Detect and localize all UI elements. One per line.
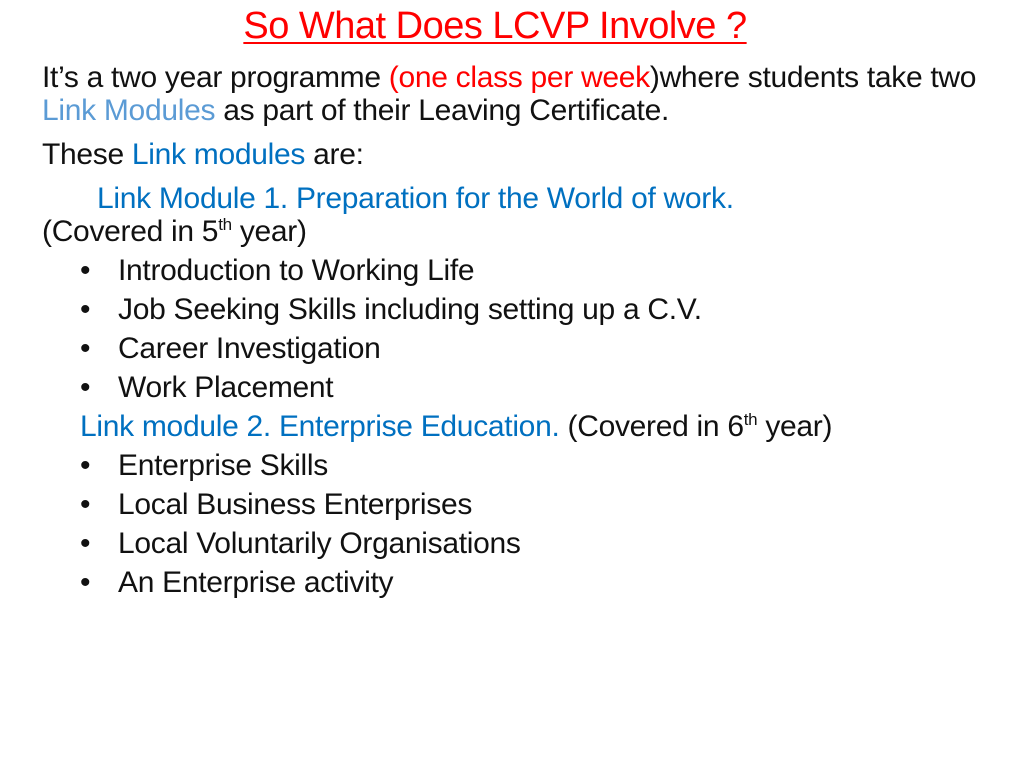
module1-heading: Link Module 1. Preparation for the World of work. [97,182,734,215]
bullet-icon: • [80,488,91,521]
intro-highlight: (one class per week [388,61,650,94]
list-item-text: Introduction to Working Life [118,254,475,287]
bullet-icon: • [80,566,91,599]
slide-body [42,61,1017,602]
slide-title: So What Does LCVP Involve ? [243,5,747,47]
modules-intro [42,138,1017,171]
module2-covered-sup: th [743,410,758,429]
list-item [42,329,1017,368]
list-item [42,368,1017,407]
list-item [42,446,1017,485]
list-item [42,524,1017,563]
list-item-text: Local Voluntarily Organisations [118,527,521,560]
module2-heading: Link module 2. Enterprise Education. [80,410,560,443]
list-item-text: Career Investigation [118,332,381,365]
modules-intro-suffix: are: [305,138,364,171]
bullet-icon: • [80,293,91,326]
list-item-text: Job Seeking Skills including setting up a C.V. [118,293,702,326]
bullet-icon: • [80,254,91,287]
intro-link-modules: Link Modules [42,94,216,127]
bullet-icon: • [80,527,91,560]
list-item [42,485,1017,524]
module2-covered-prefix: (Covered in 6 [559,410,744,443]
list-item [42,290,1017,329]
module2-list [42,446,1017,602]
intro-text-3: as part of their Leaving Certificate. [215,94,670,127]
module1-covered-suffix: year) [231,215,307,248]
intro-text-2: )where students take two [649,61,977,94]
bullet-icon: • [80,332,91,365]
list-item-text: An Enterprise activity [118,566,394,599]
intro-text-1: It’s a two year programme [42,61,389,94]
list-item-text: Work Placement [118,371,334,404]
bullet-icon: • [80,449,91,482]
modules-intro-prefix: These [42,138,132,171]
bullet-icon: • [80,371,91,404]
module1-covered [42,215,1017,248]
list-item [42,251,1017,290]
module2-heading-line [42,407,1017,446]
module1-covered-sup: th [218,215,232,234]
list-item-text: Enterprise Skills [118,449,328,482]
list-item-text: Local Business Enterprises [118,488,473,521]
module1-covered-prefix: (Covered in 5 [42,215,219,248]
list-item [42,563,1017,602]
modules-intro-link: Link modules [131,138,306,171]
intro-paragraph [42,61,1017,127]
module2-covered-suffix: year) [757,410,833,443]
module1-list [42,251,1017,407]
